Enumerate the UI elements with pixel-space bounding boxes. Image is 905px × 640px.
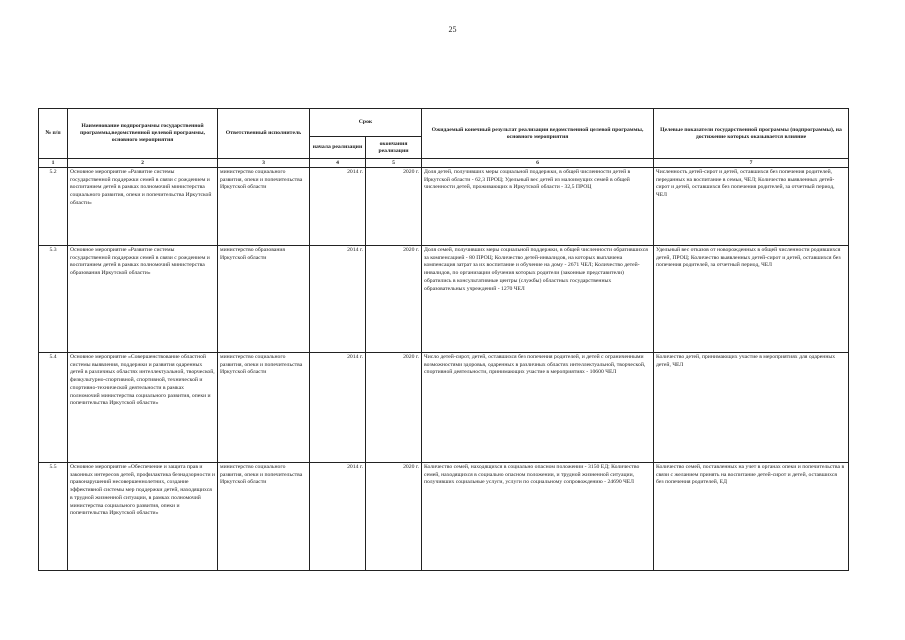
header-indicators: Целевые показатели государственной программы (подпрограммы), на достижение которых оказывается влияние [654, 109, 849, 159]
column-number: 1 [39, 159, 68, 168]
table-row [39, 353, 849, 463]
table-row [39, 463, 849, 571]
table-row [39, 246, 849, 353]
row-number: 5.4 [39, 353, 68, 463]
row-start: 2014 г. [310, 168, 366, 246]
row-result: Доля детей, получивших меры социальной поддержки, в общей численности детей в Иркутской области - 62,3 ПРОЦ; Удельный вес детей из малоимущих семей в общей численности детей, проживающих в Иркутской области - 32,5 ПРОЦ [422, 168, 654, 246]
row-result: Доля семей, получивших меры социальной поддержки, в общей численности обратившихся за компенсацией - 80 ПРОЦ; Количество детей-инвалидов, на которых выплачена компенсация затрат за их воспитание и обучение на дому - 2671 ЧЕЛ; Количество детей-инвалидов, по организации обучения которых родители (законные представители) обратились в консультативные центры (службы) областных государственных образовательных учреждений - 1270 ЧЕЛ [422, 246, 654, 353]
row-end: 2020 г. [366, 463, 422, 571]
row-start: 2014 г. [310, 353, 366, 463]
row-responsible: министерство социального развития, опеки и попечительства Иркутской области [218, 353, 310, 463]
row-name: Основное мероприятие «Развитие системы государственной поддержки семей в связи с рождением и воспитанием детей в рамках полномочий министерства социального развития, опеки и попечительства Иркутской области» [68, 168, 218, 246]
row-end: 2020 г. [366, 168, 422, 246]
header-no: № п/п [39, 109, 68, 159]
row-name: Основное мероприятие «Совершенствование областной системы выявления, поддержки и развития одаренных детей в различных областях интеллектуальной, творческой, физкультурно-спортивной, спортивной, технической и спортивно-технической деятельности в рамках полномочий министерства социального развития, опеки и попечительства Иркутской области» [68, 353, 218, 463]
column-number: 7 [654, 159, 849, 168]
column-number: 3 [218, 159, 310, 168]
column-number: 2 [68, 159, 218, 168]
row-result: Количество семей, находящихся в социально опасном положении - 3150 ЕД; Количество семей, находящихся в социально опасном положении, и трудной жизненной ситуации, получивших социальные услуги, услуги по социальному сопровождению - 24690 ЧЕЛ [422, 463, 654, 571]
column-number: 6 [422, 159, 654, 168]
row-number: 5.3 [39, 246, 68, 353]
row-responsible: министерство образования Иркутской области [218, 246, 310, 353]
header-name: Наименование подпрограммы государственной программы,ведомственной целевой программы, основного мероприятия [68, 109, 218, 159]
header-responsible: Ответственный исполнитель [218, 109, 310, 159]
header-term: Срок [310, 109, 422, 137]
program-table [38, 108, 849, 571]
row-responsible: министерство социального развития, опеки и попечительства Иркутской области [218, 463, 310, 571]
row-responsible: министерство социального развития, опеки и попечительства Иркутской области [218, 168, 310, 246]
header-term-end: окончания реализации [366, 137, 422, 159]
table-row [39, 168, 849, 246]
row-number: 5.5 [39, 463, 68, 571]
header-result: Ожидаемый конечный результат реализации ведомственной целевой программы, основного мероприятия [422, 109, 654, 159]
row-end: 2020 г. [366, 246, 422, 353]
row-name: Основное мероприятие «Развитие системы государственной поддержки семей в связи с рождением и воспитанием детей в рамках полномочий министерства образования Иркутской области» [68, 246, 218, 353]
row-end: 2020 г. [366, 353, 422, 463]
row-indicators: Численность детей-сирот и детей, оставшихся без попечения родителей, переданных на воспитание в семьи, ЧЕЛ; Количество выявленных детей-сирот и детей, оставшихся без попечения родителей, за отчетный период, ЧЕЛ [654, 168, 849, 246]
row-name: Основное мероприятие «Обеспечение и защита прав и законных интересов детей, профилактика безнадзорности и правонарушений несовершеннолетних, создание эффективной системы мер поддержки детей, находящихся в трудной жизненной ситуации, в рамках полномочий министерства социального развития, опеки и попечительства Иркутской области» [68, 463, 218, 571]
page-number: 25 [448, 25, 457, 34]
header-term-start: начала реализации [310, 137, 366, 159]
row-number: 5.2 [39, 168, 68, 246]
row-result: Число детей-сирот, детей, оставшихся без попечения родителей, и детей с ограниченными возможностями здоровья, одаренных в различных областях интеллектуальной, творческой, спортивной деятельности, принимающих участие в мероприятиях - 10600 ЧЕЛ [422, 353, 654, 463]
row-indicators: Количество семей, поставленных на учет в органах опеки и попечительства в связи с желанием принять на воспитание детей-сирот и детей, оставшихся без попечения родителей, ЕД [654, 463, 849, 571]
row-indicators: Количество детей, принимающих участие в мероприятиях для одаренных детей, ЧЕЛ [654, 353, 849, 463]
row-indicators: Удельный вес отказов от новорожденных в общей численности родившихся детей, ПРОЦ; Количество выявленных детей-сирот и детей, оставшихся без попечения родителей, за отчетный период, ЧЕЛ [654, 246, 849, 353]
column-number-row [39, 159, 849, 168]
column-number: 4 [310, 159, 366, 168]
row-start: 2014 г. [310, 246, 366, 353]
row-start: 2014 г. [310, 463, 366, 571]
column-number: 5 [366, 159, 422, 168]
